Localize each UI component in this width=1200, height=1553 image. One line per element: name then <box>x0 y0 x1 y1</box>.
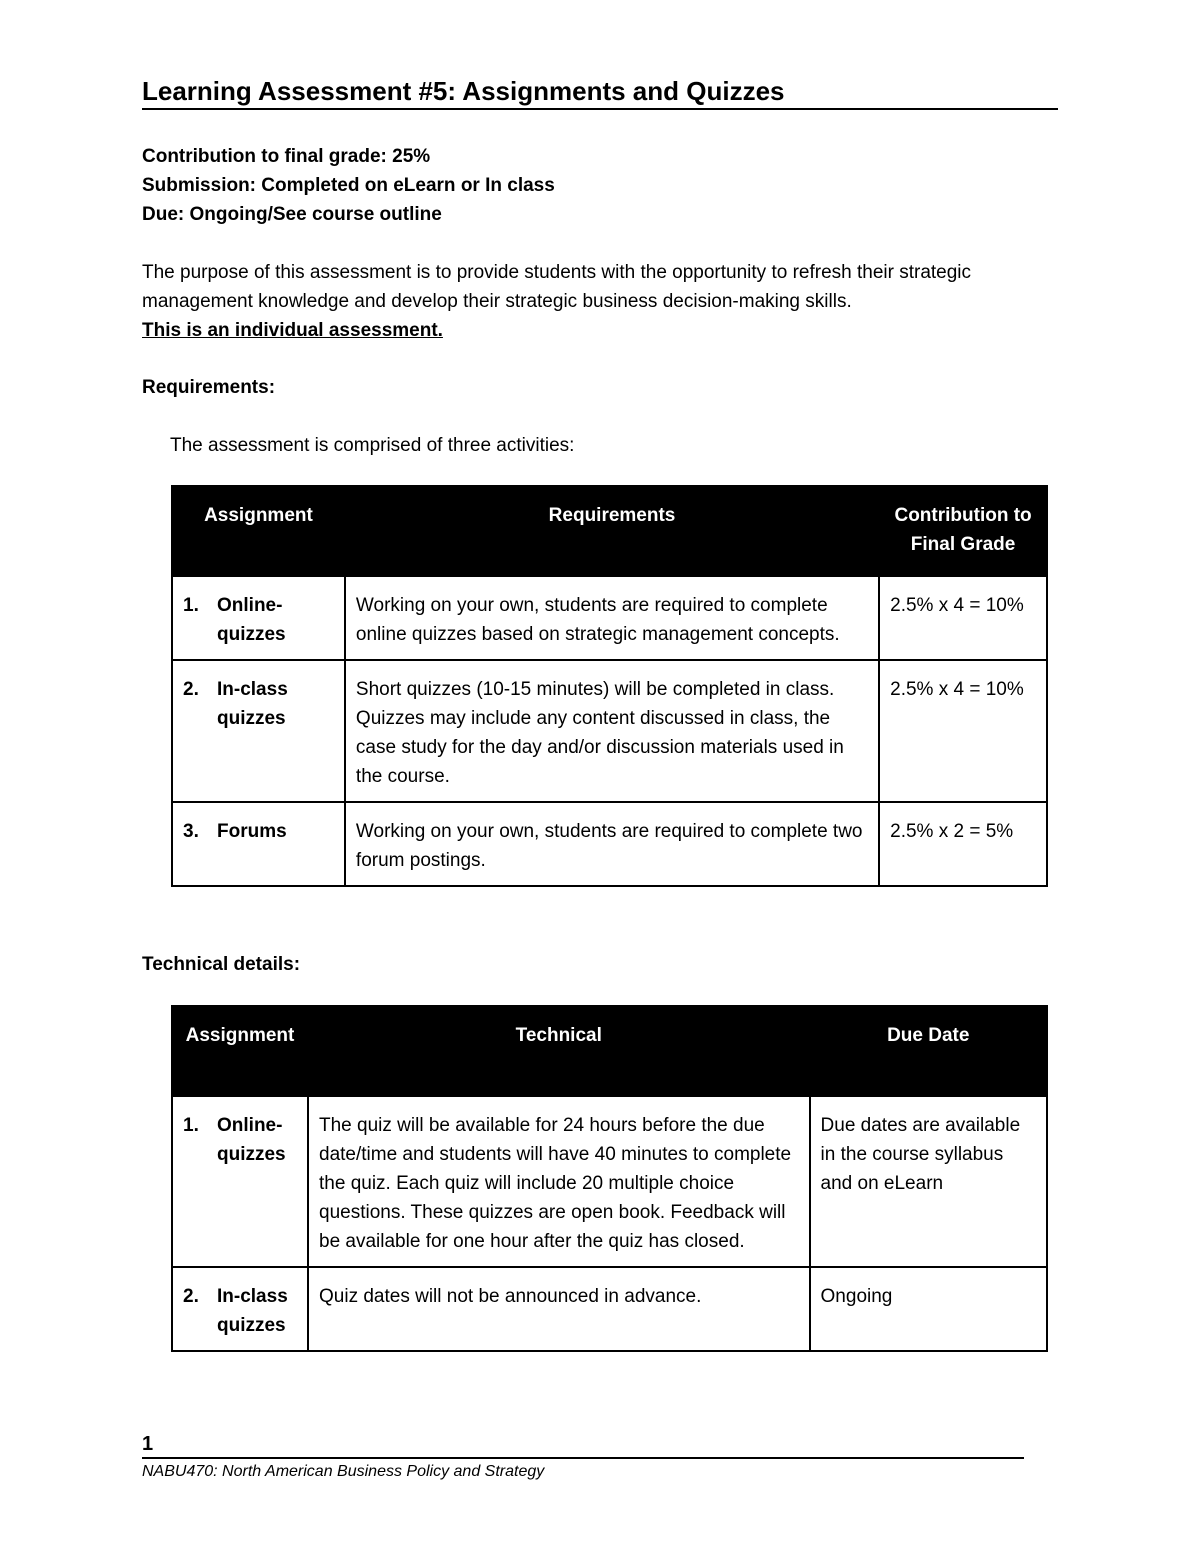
column-header-assignment <box>172 1006 308 1096</box>
assignment-cell <box>172 1096 308 1267</box>
assignment-cell <box>172 802 345 886</box>
table-header-row <box>172 486 1047 576</box>
table-row <box>172 802 1047 886</box>
assignment-name: In-class quizzes <box>217 1286 288 1336</box>
assignment-cell <box>172 660 345 802</box>
contribution-cell: 2.5% x 4 = 10% <box>879 576 1047 660</box>
technical-cell: Quiz dates will not be announced in advance. <box>308 1267 810 1351</box>
row-number: 1. <box>183 595 199 616</box>
individual-assessment-note: This is an individual assessment. <box>142 320 443 341</box>
column-header-assignment: Assignment <box>172 486 345 576</box>
activities-table <box>171 485 1048 887</box>
due-date-cell: Due dates are available in the course syllabus and on eLearn <box>810 1096 1047 1267</box>
row-number: 1. <box>183 1115 199 1136</box>
contribution-cell: 2.5% x 2 = 5% <box>879 802 1047 886</box>
assignment-cell <box>172 576 345 660</box>
column-header-technical: Technical <box>308 1006 810 1096</box>
requirements-cell: Working on your own, students are required to complete two forum postings. <box>345 802 879 886</box>
table-row <box>172 660 1047 802</box>
contribution-line: Contribution to final grade: 25% <box>142 146 431 167</box>
assignment-name: Online-quizzes <box>217 1115 286 1165</box>
assignment-cell <box>172 1267 308 1351</box>
page-title: Learning Assessment #5: Assignments and Quizzes <box>142 74 1058 110</box>
technical-table <box>171 1005 1048 1352</box>
due-date-cell: Ongoing <box>810 1267 1047 1351</box>
column-header-requirements: Requirements <box>345 486 879 576</box>
requirements-heading: Requirements: <box>142 377 276 398</box>
course-footer: NABU470: North American Business Policy and Strategy <box>142 1463 545 1480</box>
activities-intro: The assessment is comprised of three activities: <box>170 435 575 456</box>
purpose-text: The purpose of this assessment is to provide students with the opportunity to refresh their strategic management knowledge and develop their strategic business decision-making skills. <box>142 262 972 312</box>
due-line: Due: Ongoing/See course outline <box>142 204 442 225</box>
table-row <box>172 1267 1047 1351</box>
assignment-name: Forums <box>217 821 287 842</box>
page-number: 1 <box>142 1433 154 1455</box>
column-header-assignment-text: Assignment <box>185 1025 295 1046</box>
row-number: 3. <box>183 821 199 842</box>
contribution-cell: 2.5% x 4 = 10% <box>879 660 1047 802</box>
footer-divider <box>142 1457 1024 1459</box>
table-row <box>172 576 1047 660</box>
column-header-contribution: Contribution to Final Grade <box>879 486 1047 576</box>
table-header-row <box>172 1006 1047 1096</box>
column-header-due-date: Due Date <box>810 1006 1047 1096</box>
submission-line: Submission: Completed on eLearn or In class <box>142 175 555 196</box>
requirements-cell: Working on your own, students are required to complete online quizzes based on strategic management concepts. <box>345 576 879 660</box>
requirements-cell: Short quizzes (10-15 minutes) will be completed in class. Quizzes may include any content discussed in class, the case study for the day and/or discussion materials used in the course. <box>345 660 879 802</box>
technical-heading: Technical details: <box>142 954 301 975</box>
technical-cell: The quiz will be available for 24 hours before the due date/time and students will have 40 minutes to complete the quiz. Each quiz will include 20 multiple choice questions. These quizzes are open book. Feedback will be available for one hour after the quiz has closed. <box>308 1096 810 1267</box>
assignment-name: In-class quizzes <box>217 679 288 729</box>
table-row <box>172 1096 1047 1267</box>
assessment-meta <box>142 142 555 229</box>
row-number: 2. <box>183 1286 199 1307</box>
assignment-name: Online-quizzes <box>217 595 286 645</box>
purpose-paragraph <box>142 258 1062 345</box>
row-number: 2. <box>183 679 199 700</box>
